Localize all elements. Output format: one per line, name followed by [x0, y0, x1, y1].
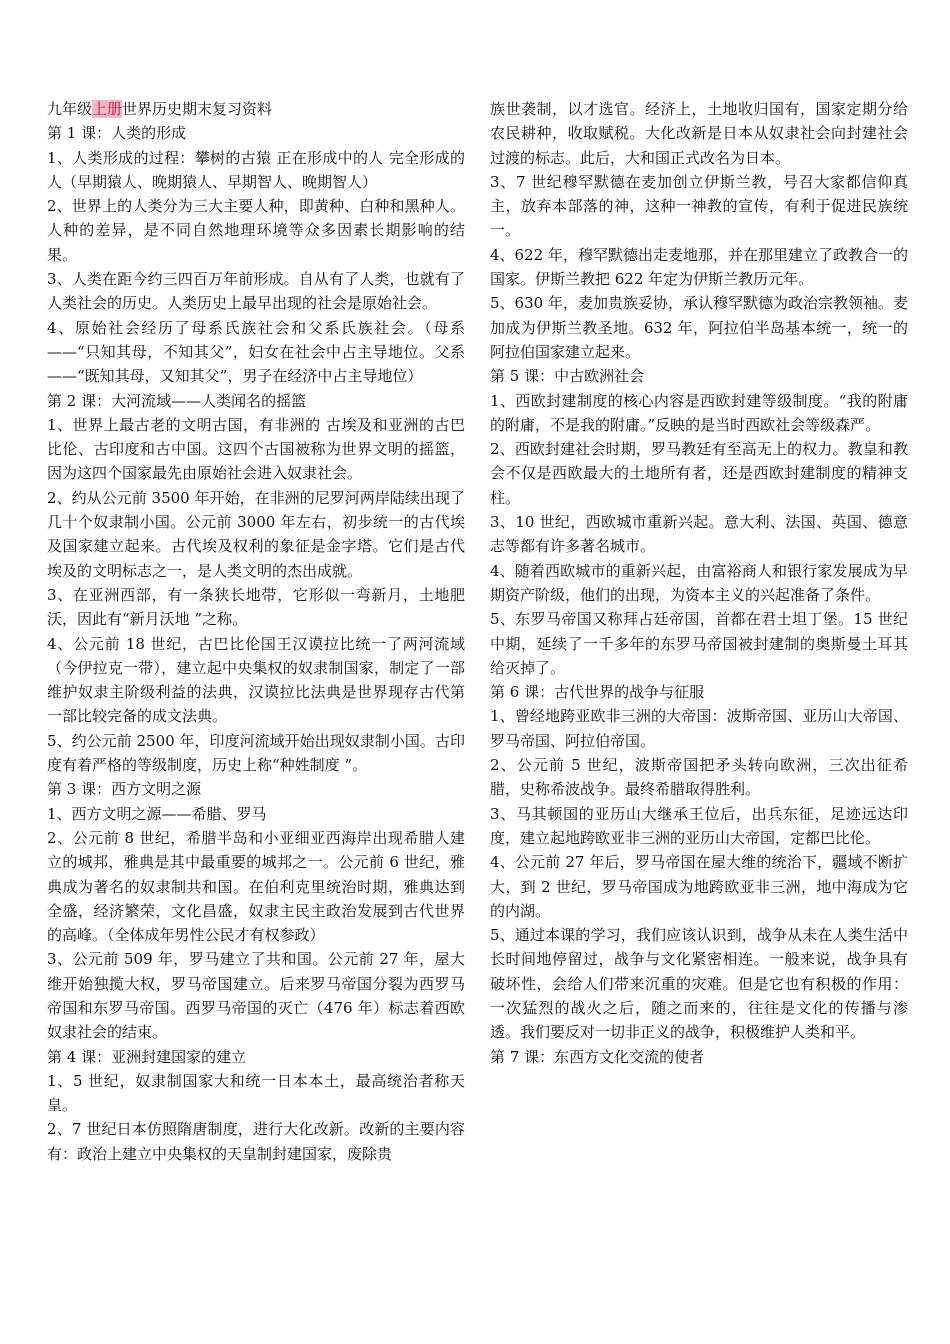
title-suffix: 世界历史期末复习资料	[122, 100, 273, 118]
paragraph: 3、10 世纪，西欧城市重新兴起。意大利、法国、英国、德意志等都有许多著名城市。	[490, 513, 908, 556]
title-highlight: 上册	[92, 100, 123, 118]
paragraph: 4、公元前 27 年后，罗马帝国在屋大维的统治下，疆域不断扩大，到 2 世纪，罗马帝国成为地跨欧亚非三洲，地中海成为它的内湖。	[490, 853, 908, 920]
paragraph: 5、通过本课的学习，我们应该认识到，战争从未在人类生活中长时间地停留过，战争与文化紧密相连。一般来说，战争具有破坏性，会给人们带来沉重的灾难。但是它也有积极的作用：一次猛烈的战火之后，随之而来的，往往是文化的传播与渗透。我们要反对一切非正义的战争，积极维护人类和平。	[490, 926, 908, 1042]
paragraph: 1、世界上最古老的文明古国，有非洲的 古埃及和亚洲的古巴比伦、古印度和古中国。这四个古国被称为世界文明的摇篮，因为这四个国家最先由原始社会进入奴隶社会。	[47, 415, 465, 483]
paragraph: 1、人类形成的过程：攀树的古猿 正在形成中的人 完全形成的人（早期猿人、晚期猿人、早期智人、晚期智人）	[47, 148, 465, 191]
paragraph: 4、随着西欧城市的重新兴起，由富裕商人和银行家发展成为早期资产阶级，他们的出现，为资本主义的兴起准备了条件。	[490, 561, 908, 604]
paragraph: 5、约公元前 2500 年，印度河流域开始出现奴隶制小国。古印度有着严格的等级制度，历史上称“种姓制度 ”。	[47, 731, 465, 775]
document-title	[47, 97, 465, 121]
paragraph: 4、622 年，穆罕默德出走麦地那，并在那里建立了政教合一的国家。伊斯兰教把 622 年定为伊斯兰教历元年。	[490, 245, 908, 289]
paragraph: 2、世界上的人类分为三大主要人种，即黄种、白种和黑种人。人种的差异，是不同自然地理环境等众多因素长期影响的结果。	[47, 197, 465, 264]
paragraph: 1、曾经地跨亚欧非三洲的大帝国：波斯帝国、亚历山大帝国、罗马帝国、阿拉伯帝国。	[490, 707, 908, 750]
paragraph: 2、西欧封建社会时期，罗马教廷有至高无上的权力。教皇和教会不仅是西欧最大的土地所有者，还是西欧封建制度的精神支柱。	[490, 440, 908, 507]
paragraph: 1、西欧封建制度的核心内容是西欧封建等级制度。“我的附庸的附庸，不是我的附庸。”反映的是当时西欧社会等级森严。	[490, 391, 908, 434]
paragraph: 1、5 世纪，奴隶制国家大和统一日本本土，最高统治者称天皇。	[47, 1071, 465, 1115]
lesson-heading: 第 6 课：古代世界的战争与征服	[490, 683, 705, 702]
lesson-heading: 第 2 课：大河流域——人类闻名的摇篮	[47, 391, 307, 410]
paragraph: 1、西方文明之源——希腊、罗马	[47, 804, 267, 823]
lesson-heading: 第 5 课：中古欧洲社会	[490, 367, 645, 386]
paragraph: 3、7 世纪穆罕默德在麦加创立伊斯兰教，号召大家都信仰真主，放弃本部落的神，这种一神教的宣传，有利于促进民族统一。	[490, 172, 908, 240]
title-prefix: 九年级	[47, 100, 93, 118]
paragraph: 5、630 年，麦加贵族妥协，承认穆罕默德为政治宗教领袖。麦加成为伊斯兰教圣地。632 年，阿拉伯半岛基本统一，统一的阿拉伯国家建立起来。	[490, 294, 908, 361]
lesson-heading: 第 3 课：西方文明之源	[47, 780, 202, 799]
paragraph: 4、原始社会经历了母系氏族社会和父系氏族社会。（母系——“只知其母，不知其父”，妇女在社会中占主导地位。父系——“既知其母，又知其父”，男子在经济中占主导地位）	[47, 318, 465, 386]
paragraph: 2、公元前 5 世纪，波斯帝国把矛头转向欧洲，三次出征希腊，史称希波战争。最终希腊取得胜利。	[490, 756, 908, 799]
paragraph: 3、公元前 509 年，罗马建立了共和国。公元前 27 年，屋大维开始独揽大权，罗马帝国建立。后来罗马帝国分裂为西罗马帝国和东罗马帝国。西罗马帝国的灭亡（476 年）标志着西欧奴隶社会的结束。	[47, 950, 465, 1042]
paragraph: 2、公元前 8 世纪，希腊半岛和小亚细亚西海岸出现希腊人建立的城邦，雅典是其中最重要的城邦之一。公元前 6 世纪，雅典成为著名的奴隶制共和国。在伯利克里统治时期，雅典达到全盛，经济繁荣，文化昌盛，奴隶主民主政治发展到古代世界的高峰。（全体成年男性公民才有权参政）	[47, 828, 465, 945]
paragraph: 3、马其顿国的亚历山大继承王位后，出兵东征，足迹远达印度，建立起地跨欧亚非三洲的亚历山大帝国，定都巴比伦。	[490, 804, 908, 847]
paragraph: 2、7 世纪日本仿照隋唐制度，进行大化改新。改新的主要内容有：政治上建立中央集权的天皇制封建国家，废除贵	[47, 1120, 465, 1163]
left-column	[47, 97, 465, 1166]
paragraph: 族世袭制，以才选官。经济上，土地收归国有，国家定期分给农民耕种，收取赋税。大化改新是日本从奴隶社会向封建社会过渡的标志。此后，大和国正式改名为日本。	[490, 100, 908, 167]
paragraph: 5、东罗马帝国又称拜占廷帝国，首都在君士坦丁堡。15 世纪中期，延续了一千多年的东罗马帝国被封建制的奥斯曼土耳其给灭掉了。	[490, 610, 908, 677]
right-column	[490, 97, 908, 1069]
paragraph: 3、在亚洲西部，有一条狭长地带，它形似一弯新月，土地肥沃，因此有“新月沃地 ”之称。	[47, 585, 465, 629]
paragraph: 4、公元前 18 世纪，古巴比伦国王汉谟拉比统一了两河流域（今伊拉克一带），建立起中央集权的奴隶制国家，制定了一部维护奴隶主阶级利益的法典，汉谟拉比法典是世界现存古代第一部比较完备的成文法典。	[47, 634, 465, 726]
paragraph: 2、约从公元前 3500 年开始，在非洲的尼罗河两岸陆续出现了几十个奴隶制小国。公元前 3000 年左右，初步统一的古代埃及国家建立起来。古代埃及权利的象征是金字塔。它们是古代埃及的文明标志之一，是人类文明的杰出成就。	[47, 488, 465, 580]
lesson-heading: 第 4 课：亚洲封建国家的建立	[47, 1047, 247, 1066]
lesson-heading: 第 7 课：东西方文化交流的使者	[490, 1047, 705, 1066]
paragraph: 3、人类在距今约三四百万年前形成。自从有了人类，也就有了人类社会的历史。人类历史上最早出现的社会是原始社会。	[47, 270, 465, 313]
lesson-heading: 第 1 课：人类的形成	[47, 124, 187, 143]
